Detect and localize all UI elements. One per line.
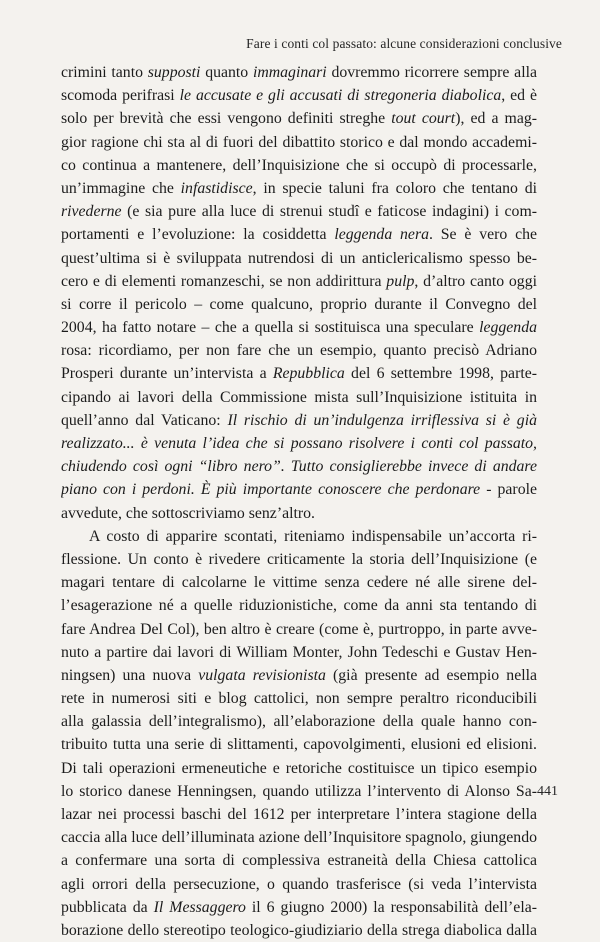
- text-run: (già presente ad esempio nella: [325, 666, 537, 684]
- text-line: [61, 664, 537, 687]
- text-line: [61, 478, 537, 501]
- text-line: [61, 571, 537, 594]
- text-line: [61, 594, 537, 617]
- italic-text: le accusate e gli accusati di stregoneria diabolica: [179, 87, 502, 105]
- italic-text: vulgata revisionista: [198, 666, 326, 684]
- text-run: pubblicata da: [61, 898, 154, 916]
- italic-text: immaginari: [252, 64, 327, 81]
- text-run: , d’altro canto oggi: [414, 272, 537, 290]
- text-line: [61, 432, 537, 455]
- text-line: [61, 293, 537, 316]
- text-line: [61, 803, 537, 826]
- text-line: [61, 455, 537, 478]
- text-run: lo storico danese Henningsen, quando utilizza l’intervento di Alonso Sa-: [61, 782, 537, 800]
- text-run: cero e di elementi romanzeschi, se non addirittura: [61, 272, 387, 290]
- italic-text: realizzato... è venuta l’idea che si possano risolvere i conti col passato,: [61, 435, 537, 452]
- text-line: [61, 919, 537, 942]
- text-line: [61, 687, 537, 710]
- text-run: Di tali operazioni ermeneutiche e retoriche costituisce un tipico esempio: [61, 759, 537, 777]
- text-line: [61, 548, 537, 571]
- text-run: rete in numerosi siti e blog cattolici, non sempre peraltro riconducibili: [61, 690, 537, 708]
- text-run: avvedute, che sottoscriviamo senz’altro.: [61, 504, 315, 522]
- italic-text: Il Messaggero: [153, 898, 246, 916]
- italic-text: supposti: [147, 64, 201, 81]
- text-run: il 6 giugno 2000) la responsabilità dell’ela-: [245, 898, 537, 916]
- italic-text: rivederne: [61, 203, 122, 221]
- text-run: lazar nei processi baschi del 1612 per interpretare l’intera stagione della: [61, 806, 537, 823]
- text-line: [61, 154, 537, 177]
- text-line: [61, 61, 537, 84]
- italic-text: pulp: [386, 272, 415, 290]
- text-line: [61, 733, 537, 756]
- text-run: agli orrori della persecuzione, o quando trasferisce (si veda l’intervista: [61, 875, 537, 893]
- text-line: [61, 502, 537, 525]
- text-run: quest’ultima si è sviluppata nutrendosi di un anticlericalismo spesso be-: [61, 249, 537, 267]
- text-run: (e sia pure alla luce di strenui studî e faticose indagini) i com-: [121, 203, 537, 221]
- text-run: quanto: [200, 64, 253, 81]
- text-run: portamenti e l’evoluzione: la cosiddetta: [61, 226, 335, 244]
- running-header: Fare i conti col passato: alcune considerazioni conclusive: [246, 36, 562, 51]
- text-line: [61, 710, 537, 733]
- text-line: [61, 270, 537, 293]
- text-line: [61, 618, 537, 641]
- italic-text: leggenda nera: [334, 226, 429, 244]
- text-run: si corre il pericolo – come qualcuno, proprio durante il Convegno del: [61, 295, 537, 313]
- text-run: magari tentare di calcolarne le vittime senza cedere né alle sirene del-: [61, 574, 537, 592]
- italic-text: piano con i perdoni. È più importante conoscere che perdonare: [61, 481, 481, 499]
- text-run: - parole: [480, 481, 537, 499]
- text-line: [61, 386, 537, 409]
- italic-text: infastidisce: [180, 179, 253, 197]
- text-run: ningsen) una nuova: [61, 666, 199, 684]
- text-line: [61, 339, 537, 362]
- text-line: [61, 873, 537, 896]
- text-run: del 6 settembre 1998, parte-: [344, 365, 537, 383]
- text-line: [61, 200, 537, 223]
- text-line: [61, 362, 537, 385]
- text-line: [61, 247, 537, 270]
- text-run: 2004, ha fatto notare – che a quella si sostituisca una speculare: [61, 319, 480, 337]
- text-line: [61, 641, 537, 664]
- text-line: [61, 757, 537, 780]
- text-run: Prosperi durante un’intervista a: [61, 365, 273, 383]
- text-run: ), ed a mag-: [455, 110, 537, 128]
- text-run: quell’anno dal Vaticano:: [61, 411, 228, 429]
- text-run: a confermare una sorta di complessiva estraneità della Chiesa cattolica: [61, 852, 537, 870]
- paragraph: [61, 525, 537, 942]
- text-run: fare Andrea Del Col), ben altro è creare (come è, purtroppo, in parte avve-: [61, 620, 537, 638]
- paragraph: [61, 61, 537, 525]
- text-run: , in specie taluni fra coloro che tentano di: [252, 179, 537, 197]
- italic-text: Repubblica: [272, 365, 345, 383]
- text-run: cipando ai lavori della Commissione mista sull’Inquisizione istituita in: [61, 388, 537, 406]
- page-number: 441: [537, 784, 558, 799]
- text-line: [61, 780, 537, 803]
- text-run: , ed è: [501, 87, 537, 105]
- text-run: co continua a mantenere, dell’Inquisizione che si occupò di processarle,: [61, 156, 537, 174]
- text-line: [61, 525, 537, 548]
- text-line: [61, 316, 537, 339]
- text-run: un’immagine che: [61, 179, 181, 197]
- text-run: A costo di apparire scontati, riteniamo indispensabile un’accorta ri-: [89, 527, 537, 545]
- text-line: [61, 177, 537, 200]
- text-run: crimini tanto: [61, 64, 148, 81]
- text-run: l’esagerazione né a quelle riduzionistiche, come da anni sta tentando di: [61, 597, 537, 615]
- text-run: . Se è vero che: [429, 226, 537, 244]
- text-run: scomoda perifrasi: [61, 87, 180, 105]
- text-line: [61, 84, 537, 107]
- text-run: flessione. Un conto è rivedere criticamente la storia dell’Inquisizione (e: [61, 550, 537, 568]
- text-line: [61, 849, 537, 872]
- text-run: tribuito tutta una serie di slittamenti, capovolgimenti, elusioni ed elisioni.: [61, 736, 537, 754]
- italic-text: tout court: [391, 110, 456, 128]
- text-run: solo per brevità che essi vengono definiti streghe: [61, 110, 392, 128]
- text-line: [61, 223, 537, 246]
- text-run: borazione dello stereotipo teologico-giudiziario della strega diabolica dalla: [61, 921, 537, 939]
- text-run: caccia alla luce dell’illuminata azione dell’Inquisitore spagnolo, giungendo: [61, 829, 537, 847]
- italic-text: leggenda: [479, 319, 537, 337]
- body-text: [61, 61, 537, 942]
- italic-text: chiudendo così ogni “libro nero”. Tutto consiglierebbe invece di andare: [61, 458, 537, 476]
- text-run: dovremmo ricorrere sempre alla: [326, 64, 537, 81]
- italic-text: Il rischio di un’indulgenza irriflessiva si è già: [227, 411, 537, 429]
- text-run: nuto a partire dai lavori di William Monter, John Tedeschi e Gustav Hen-: [61, 643, 537, 661]
- text-run: alla galassia dell’integralismo), all’elaborazione della quale hanno con-: [61, 713, 537, 731]
- text-line: [61, 131, 537, 154]
- text-line: [61, 896, 537, 919]
- text-run: gior ragione chi sta al di fuori del dibattito storico e dal mondo accademi-: [61, 133, 537, 151]
- text-line: [61, 409, 537, 432]
- text-run: rosa: ricordiamo, per non fare che un esempio, quanto precisò Adriano: [61, 342, 537, 360]
- text-line: [61, 107, 537, 130]
